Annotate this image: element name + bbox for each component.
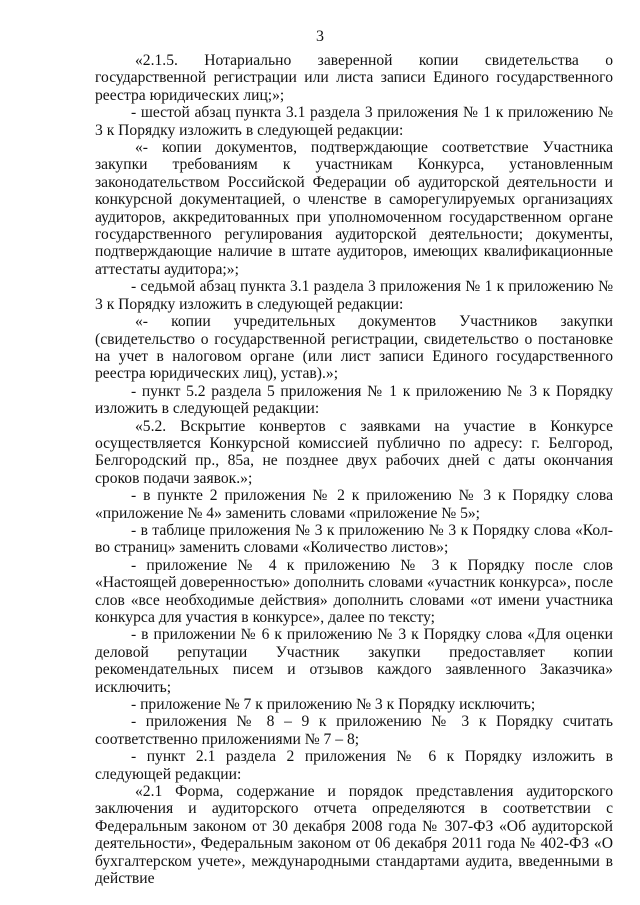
amendment-item-appendix-7: - приложение № 7 к приложению № 3 к Порядку исключить; bbox=[131, 696, 536, 714]
document-body bbox=[95, 52, 613, 888]
amendment-item-appendix-3-table: - в таблице приложения № 3 к приложению № 3 к Порядку слова «Кол-во страниц» заменить словами «Количество листов»; bbox=[95, 521, 613, 557]
amendment-item-sixth-paragraph: - шестой абзац пункта 3.1 раздела 3 приложения № 1 к приложению № 3 к Порядку изложить в следующей редакции: bbox=[95, 104, 613, 139]
amendment-item-appendix-2: - в пункте 2 приложения № 2 к приложению № 3 к Порядку слова «приложение № 4» заменить словами «приложение № 5»; bbox=[95, 487, 613, 522]
quoted-text-documents-copies: «- копии документов, подтверждающие соответствие Участника закупки требованиям к участникам Конкурса, установленным законодательством Российской Федерации об аудиторской деятельности и конкурсной документацией, о членстве в саморегулируемых организациях аудиторов, аккредитованных при уполномоченном государственном органе государственного регулирования аудиторской деятельности; документы, подтверждающие наличие в штате аудиторов, имеющих квалификационные аттестаты аудитора;»; bbox=[95, 139, 613, 278]
quoted-text-point-5-2: «5.2. Вскрытие конвертов с заявками на участие в Конкурсе осуществляется Конкурсной комиссией публично по адресу: г. Белгород, Белгородский пр., 85а, не позднее двух рабочих дней с даты окончания сроков подачи заявок.»; bbox=[95, 417, 613, 487]
amendment-item-point-2-1: - пункт 2.1 раздела 2 приложения № 6 к Порядку изложить в следующей редакции: bbox=[95, 748, 613, 783]
page-number: 3 bbox=[316, 28, 324, 45]
quoted-text-founding-documents: «- копии учредительных документов Участников закупки (свидетельство о государственной регистрации, свидетельство о постановке на учет в налоговом органе (или лист записи Единого государственного реестра юридических лиц), устав).»; bbox=[95, 313, 613, 383]
quoted-text-point-2-1: «2.1 Форма, содержание и порядок представления аудиторского заключения и аудиторского отчета определяются в соответствии с Федеральным законом от 30 декабря 2008 года № 307-ФЗ «Об аудиторской деятельности», Федеральным законом от 06 декабря 2011 года № 402-ФЗ «О бухгалтерском учете», международными стандартами аудита, введенными в действие bbox=[95, 783, 613, 888]
amendment-item-appendix-4: - приложение № 4 к приложению № 3 к Порядку после слов «Настоящей доверенностью» дополнить словами «участник конкурса», после слов «все необходимые действия» дополнить словами «от имени участника конкурса для участия в конкурсе», далее по тексту; bbox=[95, 556, 613, 626]
paragraph-2-1-5: «2.1.5. Нотариально заверенной копии свидетельства о государственной регистрации или листа записи Единого государственного реестра юридических лиц;»; bbox=[95, 52, 613, 104]
amendment-item-point-5-2: - пункт 5.2 раздела 5 приложения № 1 к приложению № 3 к Порядку изложить в следующей редакции: bbox=[95, 382, 613, 418]
amendment-item-appendices-8-9: - приложения № 8 – 9 к приложению № 3 к Порядку считать соответственно приложениями № 7 – 8; bbox=[95, 713, 613, 748]
amendment-item-appendix-6: - в приложении № 6 к приложению № 3 к Порядку слова «Для оценки деловой репутации Участник закупки предоставляет копии рекомендательных писем и отзывов каждого заявленного Заказчика» исключить; bbox=[95, 626, 613, 696]
amendment-item-seventh-paragraph: - седьмой абзац пункта 3.1 раздела 3 приложения № 1 к приложению № 3 к Порядку изложить в следующей редакции: bbox=[95, 278, 613, 313]
